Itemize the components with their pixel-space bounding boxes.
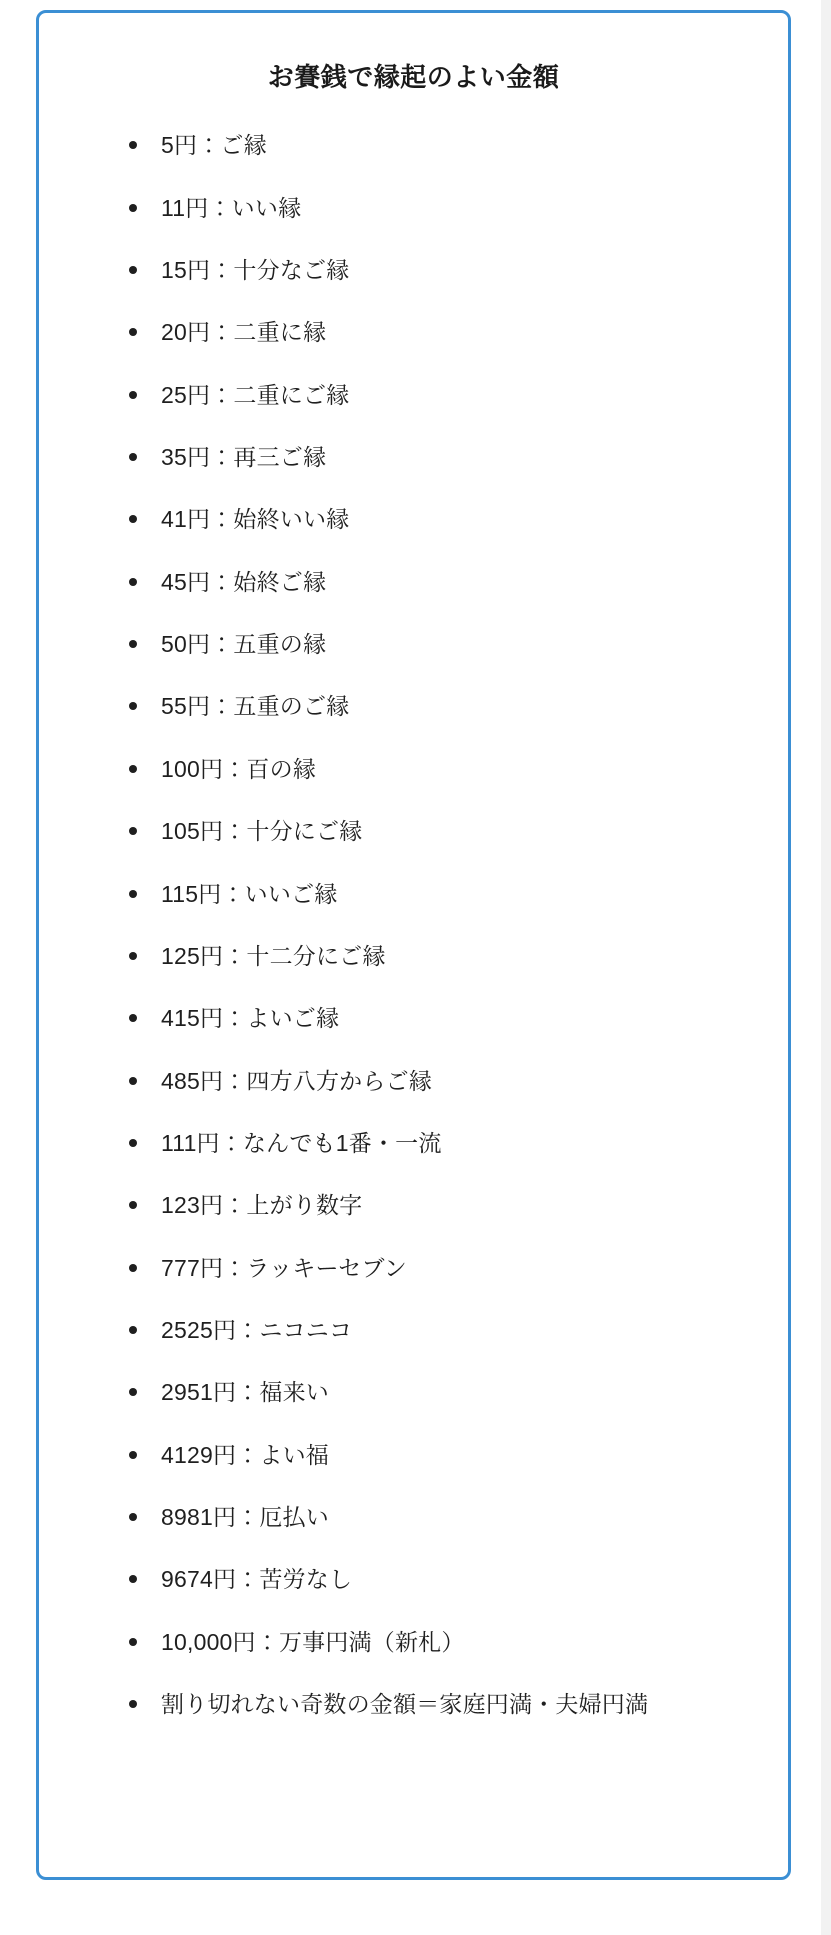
list-item bbox=[121, 1439, 762, 1472]
list-item bbox=[121, 1189, 762, 1222]
page-edge-gutter bbox=[821, 0, 831, 1935]
list-item-label: 45円：始終ご縁 bbox=[161, 568, 327, 595]
list-item bbox=[121, 940, 762, 973]
list-item bbox=[121, 1314, 762, 1347]
list-item-label: 2951円：福来い bbox=[161, 1379, 329, 1406]
page-title: お賽銭で縁起のよい金額 bbox=[267, 62, 560, 92]
list-item-label: 777円：ラッキーセブン bbox=[161, 1254, 407, 1281]
list-item bbox=[121, 1002, 762, 1035]
list-item bbox=[121, 1127, 762, 1160]
list-item-label: 25円：二重にご縁 bbox=[161, 381, 350, 408]
list-item bbox=[121, 690, 762, 723]
list-item-label: 15円：十分なご縁 bbox=[161, 257, 350, 284]
list-item bbox=[121, 815, 762, 848]
list-item-label: 55円：五重のご縁 bbox=[161, 693, 350, 720]
list-item-label: 415円：よいご縁 bbox=[161, 1005, 340, 1032]
list-item bbox=[121, 1563, 762, 1596]
list-item bbox=[121, 1626, 762, 1659]
list-item-label: 11円：いい縁 bbox=[161, 194, 302, 221]
list-item-label: 割り切れない奇数の金額＝家庭円満・夫婦円満 bbox=[161, 1690, 649, 1717]
list-item-label: 4129円：よい福 bbox=[161, 1441, 329, 1468]
list-item-label: 2525円：ニコニコ bbox=[161, 1316, 353, 1343]
list-item-label: 115円：いいご縁 bbox=[161, 880, 338, 907]
list-item-label: 9674円：苦労なし bbox=[161, 1566, 353, 1593]
list-item bbox=[121, 192, 762, 225]
list-item bbox=[121, 441, 762, 474]
list-item-label: 50円：五重の縁 bbox=[161, 631, 327, 658]
list-item bbox=[121, 753, 762, 786]
list-item-label: 125円：十二分にご縁 bbox=[161, 942, 386, 969]
list-item-label: 100円：百の縁 bbox=[161, 755, 316, 782]
list-item-label: 123円：上がり数字 bbox=[161, 1192, 363, 1219]
list-item bbox=[121, 254, 762, 287]
list-item-label: 10,000円：万事円満（新札） bbox=[161, 1628, 465, 1655]
list-item-label: 20円：二重に縁 bbox=[161, 319, 327, 346]
list-item-label: 111円：なんでも1番・一流 bbox=[161, 1129, 442, 1156]
list-item bbox=[121, 1065, 762, 1098]
list-item-label: 8981円：厄払い bbox=[161, 1503, 329, 1530]
list-item-label: 35円：再三ご縁 bbox=[161, 444, 327, 471]
list-item-label: 41円：始終いい縁 bbox=[161, 506, 350, 533]
list-item bbox=[121, 628, 762, 661]
list-item bbox=[121, 1376, 762, 1409]
list-item bbox=[121, 1688, 762, 1721]
list-item-label: 105円：十分にご縁 bbox=[161, 818, 363, 845]
list-item bbox=[121, 1252, 762, 1285]
lucky-amounts-card bbox=[36, 10, 791, 1880]
list-item-label: 485円：四方八方からご縁 bbox=[161, 1067, 432, 1094]
list-item bbox=[121, 379, 762, 412]
list-item bbox=[121, 503, 762, 536]
list-item bbox=[121, 566, 762, 599]
list-item bbox=[121, 316, 762, 349]
list-item bbox=[121, 129, 762, 162]
lucky-amounts-list bbox=[65, 129, 762, 1721]
list-item-label: 5円：ご縁 bbox=[161, 132, 267, 159]
list-item bbox=[121, 878, 762, 911]
list-item bbox=[121, 1501, 762, 1534]
